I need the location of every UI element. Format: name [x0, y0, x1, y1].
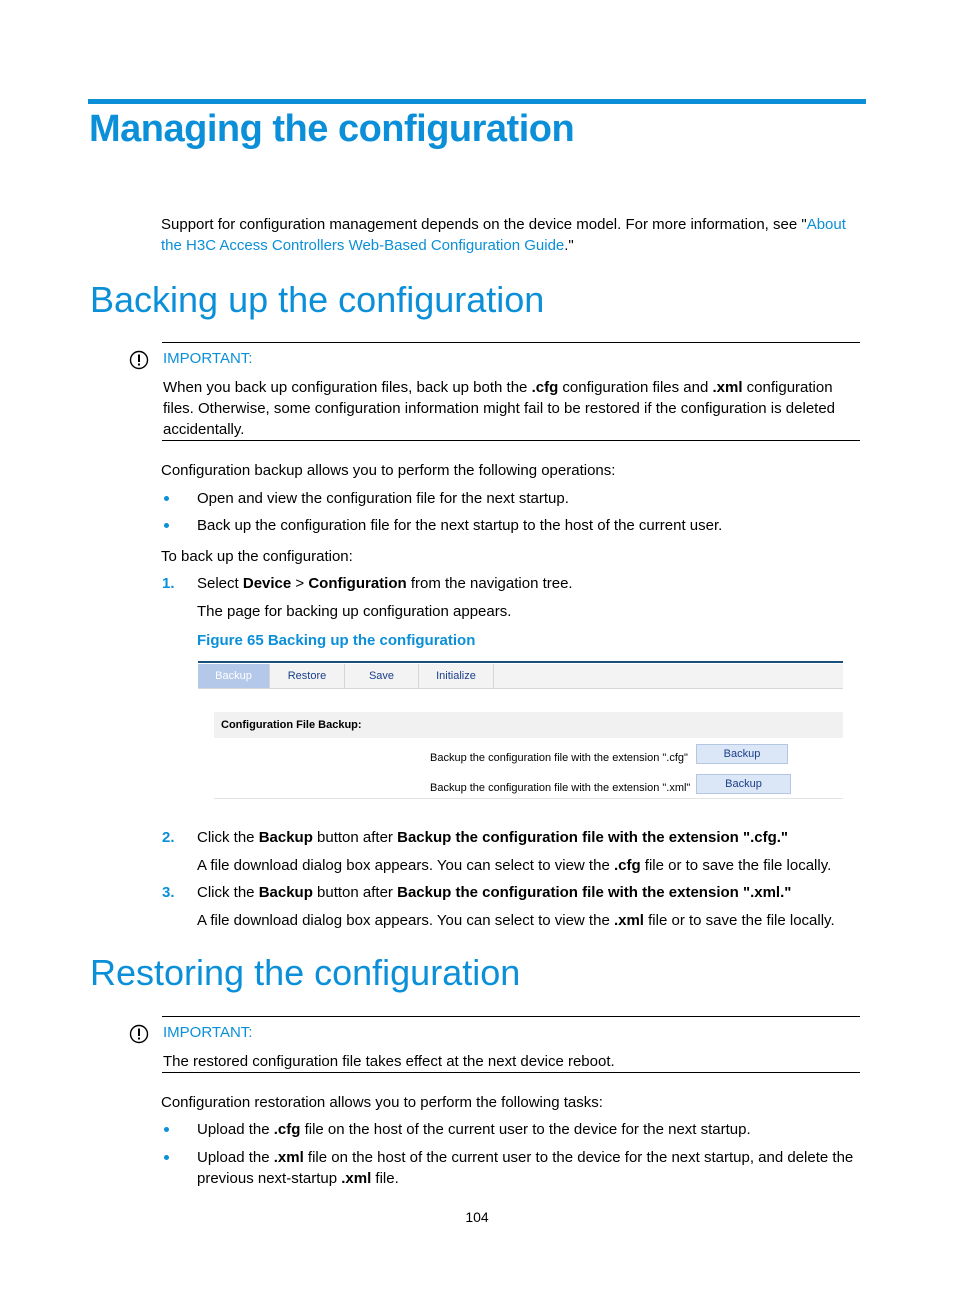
step-3-result-a: A file download dialog box appears. You can select to view the	[197, 912, 614, 929]
restore-b2-c: file on the host of the current user to the device for the next startup, and delete the previous next-startup	[197, 1149, 854, 1187]
step-1-sep: >	[291, 575, 309, 592]
step-number: 1.	[162, 575, 175, 592]
important-text	[163, 377, 860, 440]
important-text-2: configuration files and	[558, 379, 713, 396]
step-1-c: from the navigation tree.	[406, 575, 573, 592]
important-bottom-rule	[162, 1072, 860, 1073]
top-rule	[88, 99, 866, 104]
step-2-c: button after	[312, 829, 398, 846]
bullet-item: Back up the configuration file for the next startup to the host of the current user.	[197, 517, 723, 534]
tab-save[interactable]: Save	[345, 664, 419, 688]
chapter-title: Managing the configuration	[89, 108, 575, 150]
bullet-dot	[164, 523, 169, 528]
step-3-c: button after	[312, 884, 398, 901]
figure-top-line	[198, 661, 843, 663]
important-cfg: .cfg	[531, 379, 559, 396]
important-text-3: configuration files. Otherwise, some configuration information might fail to be restored if the configuration is deleted accidentally.	[163, 379, 836, 438]
important-xml: .xml	[712, 379, 743, 396]
intro-link[interactable]: About the H3C Access Controllers Web-Based Configuration Guide	[161, 216, 846, 254]
step-2-result-c: file or to save the file locally.	[640, 857, 832, 874]
step-3-result-xml: .xml	[613, 912, 644, 929]
backup-lead: Configuration backup allows you to perform the following operations:	[161, 462, 616, 479]
tab-initialize[interactable]: Initialize	[419, 664, 494, 688]
bullet-item: Open and view the configuration file for the next startup.	[197, 490, 569, 507]
step-2-backup: Backup	[258, 829, 313, 846]
figure-bottom-line	[214, 798, 843, 799]
important-exclamation-icon	[129, 350, 149, 370]
page-number: 104	[465, 1209, 489, 1225]
section-title: Configuration File Backup:	[221, 719, 362, 731]
step-1-device: Device	[242, 575, 292, 592]
important-label: IMPORTANT:	[163, 1024, 253, 1041]
step-3-result-c: file or to save the file locally.	[643, 912, 835, 929]
step-1-result: The page for backing up configuration appears.	[197, 603, 512, 620]
step-1-configuration: Configuration	[308, 575, 407, 592]
step-1-a: Select	[197, 575, 243, 592]
important-text: The restored configuration file takes effect at the next device reboot.	[163, 1053, 615, 1070]
step-3-ext: Backup the configuration file with the extension ".xml."	[397, 884, 792, 901]
restore-lead: Configuration restoration allows you to perform the following tasks:	[161, 1094, 603, 1111]
restore-b2-e: file.	[371, 1170, 399, 1187]
step-3-a: Click the	[197, 884, 259, 901]
step-2-result-cfg: .cfg	[613, 857, 641, 874]
tab-restore[interactable]: Restore	[270, 664, 345, 688]
figure-caption: Figure 65 Backing up the configuration	[197, 632, 476, 649]
step-number: 2.	[162, 829, 175, 846]
step-2-text	[197, 827, 867, 848]
backup-cfg-label: Backup the configuration file with the extension ".cfg"	[430, 752, 688, 764]
step-2-result-a: A file download dialog box appears. You can select to view the	[197, 857, 614, 874]
restore-b2-a: Upload the	[197, 1149, 274, 1166]
restore-b1-cfg: .cfg	[273, 1121, 301, 1138]
backup-xml-button[interactable]: Backup	[696, 774, 791, 794]
bullet-item	[197, 1147, 867, 1189]
backup-heading: Backing up the configuration	[90, 279, 545, 320]
important-exclamation-icon	[129, 1024, 149, 1044]
important-bottom-rule	[162, 440, 860, 441]
intro-text: Support for configuration management depends on the device model. For more information, see "	[161, 216, 807, 233]
bullet-dot	[164, 1155, 169, 1160]
step-1-text	[197, 573, 857, 594]
backup-xml-label: Backup the configuration file with the extension ".xml"	[430, 782, 691, 794]
restore-b1-a: Upload the	[197, 1121, 274, 1138]
bullet-dot	[164, 1127, 169, 1132]
intro-paragraph	[161, 214, 866, 256]
intro-text-end: ."	[564, 237, 574, 254]
restore-heading: Restoring the configuration	[90, 952, 521, 993]
bullet-item	[197, 1119, 867, 1140]
step-2-result	[197, 855, 877, 876]
step-number: 3.	[162, 884, 175, 901]
tab-bar	[198, 664, 843, 689]
tab-backup[interactable]: Backup	[198, 664, 270, 688]
important-text-1: When you back up configuration files, back up both the	[163, 379, 532, 396]
important-label: IMPORTANT:	[163, 350, 253, 367]
important-top-rule	[162, 1016, 860, 1017]
restore-b2-xml: .xml	[273, 1149, 304, 1166]
restore-b2-xml-2: .xml	[341, 1170, 372, 1187]
step-2-a: Click the	[197, 829, 259, 846]
step-3-text	[197, 882, 867, 903]
step-3-result	[197, 910, 877, 931]
bullet-dot	[164, 496, 169, 501]
step-2-ext: Backup the configuration file with the extension ".cfg."	[397, 829, 789, 846]
step-3-backup: Backup	[258, 884, 313, 901]
restore-b1-c: file on the host of the current user to the device for the next startup.	[300, 1121, 751, 1138]
backup-cfg-button[interactable]: Backup	[696, 744, 788, 764]
important-top-rule	[162, 342, 860, 343]
to-backup-text: To back up the configuration:	[161, 548, 353, 565]
